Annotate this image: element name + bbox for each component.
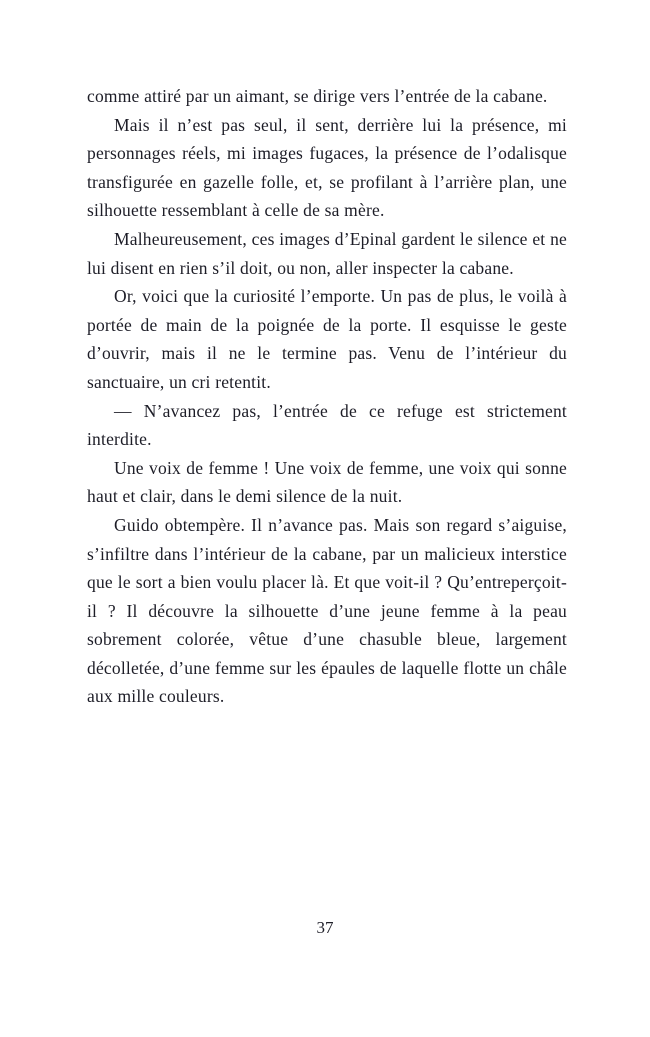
paragraph: Or, voici que la curiosité l’emporte. Un pas de plus, le voilà à portée de main de la poignée de la porte. Il esquisse le geste d’ouvrir, mais il ne le termine pas. Venu de l’intérieur du sanctuaire, un cri retentit. bbox=[87, 286, 567, 392]
paragraph: Malheureusement, ces images d’Epinal gardent le silence et ne lui disent en rien s’il doit, ou non, aller inspecter la cabane. bbox=[87, 228, 567, 278]
page-number: 37 bbox=[316, 918, 334, 937]
paragraph: — N’avancez pas, l’entrée de ce refuge est strictement interdite. bbox=[87, 400, 567, 450]
paragraph: Mais il n’est pas seul, il sent, derrière lui la présence, mi personnages réels, mi images fugaces, la présence de l’odalisque transfigurée en gazelle folle, et, se profilant à l’arrière plan, une silhouette ressemblant à celle de sa mère. bbox=[87, 114, 567, 221]
paragraph: comme attiré par un aimant, se dirige vers l’entrée de la cabane. bbox=[87, 86, 548, 106]
body-text bbox=[87, 82, 567, 711]
paragraph: Guido obtempère. Il n’avance pas. Mais son regard s’aiguise, s’infiltre dans l’intérieur de la cabane, par un malicieux interstice que le sort a bien voulu placer là. Et que voit-il ? Qu’entreperçoit-il ? Il découvre la silhouette d’une jeune femme à la peau sobrement colorée, vêtue d’une chasuble bleue, largement décolletée, d’une femme sur les épaules de laquelle flotte un châle aux mille couleurs. bbox=[87, 514, 567, 707]
paragraph: Une voix de femme ! Une voix de femme, une voix qui sonne haut et clair, dans le demi silence de la nuit. bbox=[87, 457, 567, 507]
